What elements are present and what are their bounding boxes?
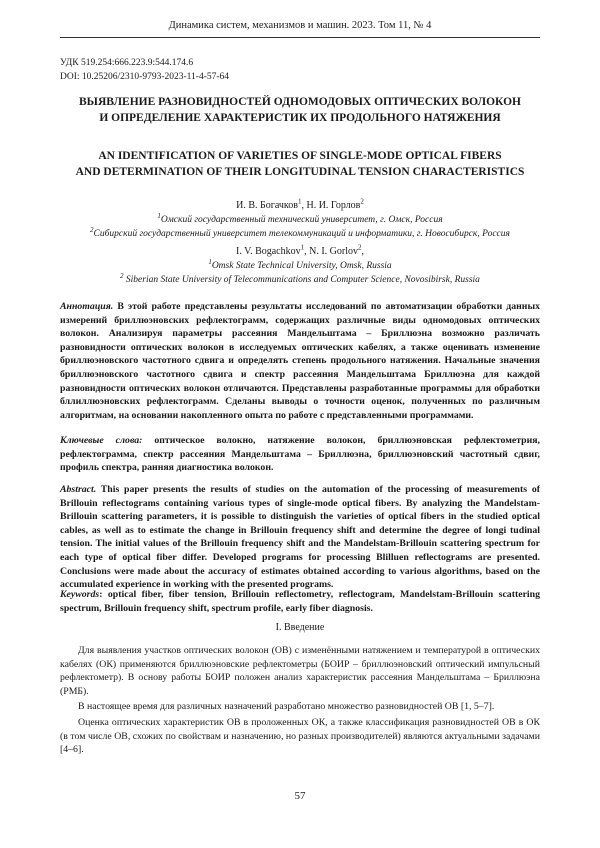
keywords-ru-label: Ключевые слова: <box>60 435 143 446</box>
affiliation-1-text: Omsk State Technical University, Omsk, Russia <box>211 261 392 271</box>
udk-code: УДК 519.254:666.223.9:544.174.6 <box>60 58 194 68</box>
author-1-sup: 1 <box>297 197 302 206</box>
authors-russian <box>40 199 560 241</box>
author-2-sup: 2 <box>360 197 364 206</box>
title-en-line-1: AN IDENTIFICATION OF VARIETIES OF SINGLE-MODE OPTICAL FIBERS <box>98 150 502 162</box>
doi: DOI: 10.25206/2310-9793-2023-11-4-57-64 <box>60 72 230 82</box>
abstract-english <box>60 483 540 592</box>
affiliation-1-ru <box>40 213 560 227</box>
article-meta <box>60 56 229 84</box>
author-names-tail: , <box>361 246 365 257</box>
author-2-name: Н. И. Горлов <box>306 200 361 211</box>
keywords-en-colon: : <box>99 589 103 600</box>
body-text <box>60 644 540 759</box>
author-1-name: И. В. Богачков <box>236 200 298 211</box>
keywords-english <box>60 588 540 615</box>
affiliation-1-sup: 1 <box>208 257 212 266</box>
body-paragraph-3: Оценка оптических характеристик ОВ в проложенных ОК, а также классификация разновидностей ОВ в ОК (в том числе ОВ, схожих по свойствам и назначению, но разных производителей) являются актуальными задачами [4–6]. <box>60 716 540 756</box>
title-en-line-2: AND DETERMINATION OF THEIR LONGITUDINAL TENSION CHARACTERISTICS <box>75 166 525 178</box>
page-number: 57 <box>294 790 306 802</box>
title-english <box>50 148 550 180</box>
affiliation-2-en <box>40 273 560 287</box>
affiliation-2-sup: 2 <box>90 225 94 234</box>
keywords-russian <box>60 434 540 475</box>
running-header: Динамика систем, механизмов и машин. 2023. Том 11, № 4 <box>60 20 540 38</box>
title-russian <box>50 94 550 126</box>
body-paragraph-2: В настоящее время для различных назначений разработано множество разновидностей ОВ [1, 5–7]. <box>78 701 495 713</box>
affiliation-1-sup: 1 <box>157 211 161 220</box>
abstract-ru-text: В этой работе представлены результаты исследований по автоматизации обработки данных измерений бриллюэновских рефлектограмм, содержащих различные виды одномодовых оптических волокон. Анализируя параметры рассеяния Мандельштама – Бриллюэна возможно различать разновидности оптических волокон в исследуемых оптических кабелях, а также оценивать изменение бриллюэновского частотного сдвига и определять степень продольного натяжения. Начальные значения бриллюэновского частотного сдвига и спектр рассеяния Мандельштама Бриллюэна для каждой разновидности оптических волокон отличаются. Представлены разработанные программы для обработки бллиллюэновских рефлектограмм. Сделаны выводы о точности оценок, полученных по различным алгоритмам, на основании накопленного опыта по работе с представленными программами. <box>60 301 540 421</box>
author-names-ru <box>40 199 560 213</box>
affiliation-2-text: Siberian State University of Telecommunications and Computer Science, Novosibirsk, Russia <box>123 275 480 285</box>
abstract-en-text: This paper presents the results of studies on the automation of the processing of measurements of Brillouin reflectograms containing various types of single-mode optical fibers. By analyzing the Mandelstam-Brillouin scattering parameters, it is possible to distinguish the varieties of optical fibers in the studied optical cables, as well as to estimate the change in Brillouin frequency shift and determine the degree of longi tudinal tension. The initial values of the Brillouin frequency shift and the Mandelstam-Brillouin scattering spectrum for each type of optical fiber differ. Developed programs for processing Blilluen reflectograms are presented. Conclusions were made about the accuracy of estimates obtained according to various algorithms, based on the accumulated experience in working with the presented programs. <box>60 484 540 591</box>
affiliation-1-en <box>40 259 560 273</box>
author-separator: , <box>301 200 307 211</box>
authors-english <box>40 245 560 287</box>
affiliation-2-ru <box>40 227 560 241</box>
author-1-sup: 1 <box>300 243 305 252</box>
abstract-russian <box>60 300 540 422</box>
author-2-sup: 2 <box>358 243 362 252</box>
keywords-en-label: Keywords <box>60 589 100 600</box>
body-paragraph-1: Для выявления участков оптических волокон (ОВ) с изменёнными натяжением и температурой в оптических кабелях (ОК) применяются бриллюэновские рефлектометры (БОИР – бриллюэновский оптический импульсный рефлектометр). В основу работы БОИР положен анализ характеристик рассеяния Мандельштама – Бриллюэна (РМБ). <box>60 645 540 697</box>
author-2-name: N. I. Gorlov <box>309 246 359 257</box>
author-1-name: I. V. Bogachkov <box>235 246 301 257</box>
section-heading-introduction: I. Введение <box>275 622 325 633</box>
title-ru-line-2: И ОПРЕДЕЛЕНИЕ ХАРАКТЕРИСТИК ИХ ПРОДОЛЬНОГО НАТЯЖЕНИЯ <box>99 112 501 124</box>
author-separator: , <box>304 246 310 257</box>
keywords-en-text: optical fiber, fiber tension, Brillouin reflectometry, reflectogram, Mandelstam-Brillouin scattering spectrum, Brillouin frequency shift, spectrum profile, early fiber diagnosis. <box>60 589 540 614</box>
abstract-en-label: Abstract. <box>60 484 97 495</box>
affiliation-2-text: Сибирский государственный университет телекоммуникаций и информатики, г. Новосибирск, Россия <box>93 229 510 239</box>
keywords-ru-text: оптическое волокно, натяжение волокон, бриллюэновская рефлектометрия, рефлектограмма, спектр рассеяния Мандельштама – Бриллюэна, бриллюэновский частотный сдвиг, профиль спектра, ранняя диагностика волокон. <box>60 435 541 474</box>
title-ru-line-1: ВЫЯВЛЕНИЕ РАЗНОВИДНОСТЕЙ ОДНОМОДОВЫХ ОПТИЧЕСКИХ ВОЛОКОН <box>78 96 521 108</box>
abstract-ru-label: Аннотация. <box>60 301 114 312</box>
affiliation-1-text: Омский государственный технический университет, г. Омск, Россия <box>160 215 443 225</box>
affiliation-2-sup: 2 <box>120 271 124 280</box>
author-names-en <box>40 245 560 259</box>
